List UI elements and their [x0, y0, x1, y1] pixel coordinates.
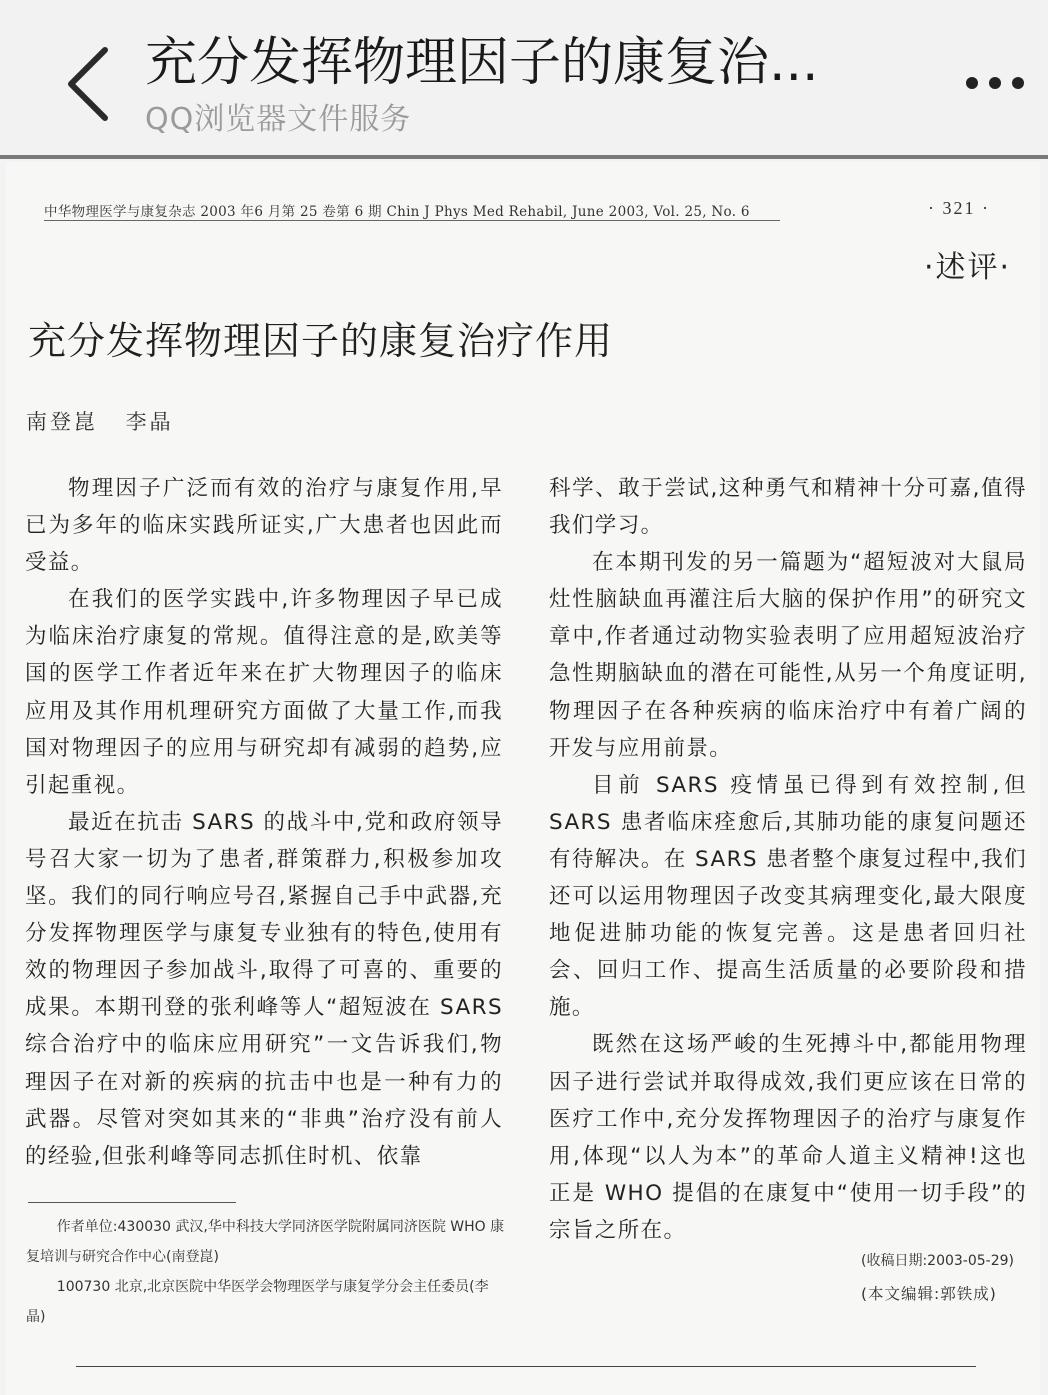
- authors: 南登崑 李晶: [26, 410, 174, 434]
- paragraph: 最近在抗击 SARS 的战斗中,党和政府领导号召大家一切为了患者,群策群力,积极参加攻坚。我们的同行响应号召,紧握自己手中武器,充分发挥物理医学与康复专业独有的特色,使用有效的物理因子参加战斗,取得了可喜的、重要的成果。本期刊登的张利峰等人“超短波在 SARS 综合治疗中的临床应用研究”一文告诉我们,物理因子在对新的疾病的抗击中也是一种有力的武器。尽管对突如其来的“非典”治疗没有前人的经验,但张利峰等同志抓住时机、依靠: [25, 809, 503, 1169]
- footnotes: [26, 1212, 506, 1332]
- editor-credit: (本文编辑:郭铁成): [861, 1285, 997, 1303]
- document-page[interactable]: [6, 162, 1040, 1395]
- page-number: · 321 ·: [928, 198, 990, 218]
- paragraph: 在本期刊发的另一篇题为“超短波对大鼠局灶性脑缺血再灌注后大脑的保护作用”的研究文章中,作者通过动物实验表明了应用超短波治疗急性期脑缺血的潜在可能性,从另一个角度证明,物理因子在各种疾病的临床治疗中有着广阔的开发与应用前景。: [549, 550, 1027, 761]
- more-options-icon[interactable]: [958, 62, 1032, 102]
- page-title: 充分发挥物理因子的康复治...: [145, 33, 819, 93]
- page-subtitle: QQ浏览器文件服务: [145, 102, 412, 137]
- running-head: 中华物理医学与康复杂志 2003 年6 月第 25 卷第 6 期 Chin J Phys Med Rehabil, June 2003, Vol. 25, No. 6: [44, 204, 750, 220]
- right-column: [549, 470, 1027, 1249]
- paragraph: 物理因子广泛而有效的治疗与康复作用,早已为多年的临床实践所证实,广大患者也因此而受益。: [25, 476, 503, 576]
- browser-header: [0, 0, 1048, 155]
- running-head-rule: [44, 220, 780, 221]
- section-tag: ·述评·: [924, 250, 1012, 285]
- footnote: 100730 北京,北京医院中华医学会物理医学与康复学分会主任委员(李晶): [26, 1279, 489, 1325]
- paragraph: 既然在这场严峻的生死搏斗中,都能用物理因子进行尝试并取得成效,我们更应该在日常的医疗工作中,充分发挥物理因子的治疗与康复作用,体现“以人为本”的革命人道主义精神!这也正是 WHO 提倡的在康复中“使用一切手段”的宗旨之所在。: [549, 1032, 1027, 1243]
- received-date: (收稿日期:2003-05-29): [861, 1253, 1015, 1269]
- left-column: [25, 470, 503, 1175]
- paragraph-continuation: 科学、敢于尝试,这种勇气和精神十分可嘉,值得我们学习。: [549, 476, 1027, 539]
- back-arrow-icon[interactable]: [55, 38, 125, 128]
- footnote-rule: [28, 1202, 236, 1203]
- bottom-rule: [76, 1366, 976, 1367]
- footnote: 作者单位:430030 武汉,华中科技大学同济医学院附属同济医院 WHO 康复培训与研究合作中心(南登崑): [26, 1219, 505, 1265]
- paragraph: 在我们的医学实践中,许多物理因子早已成为临床治疗康复的常规。值得注意的是,欧美等国的医学工作者近年来在扩大物理因子的临床应用及其作用机理研究方面做了大量工作,而我国对物理因子的应用与研究却有减弱的趋势,应引起重视。: [25, 587, 503, 798]
- article-title: 充分发挥物理因子的康复治疗作用: [28, 319, 614, 363]
- paragraph: 目前 SARS 疫情虽已得到有效控制,但 SARS 患者临床痊愈后,其肺功能的康复问题还有待解决。在 SARS 患者整个康复过程中,我们还可以运用物理因子改变其病理变化,最大限度地促进肺功能的恢复完善。这是患者回归社会、回归工作、提高生活质量的必要阶段和措施。: [549, 772, 1027, 1021]
- header-divider: [0, 155, 1048, 159]
